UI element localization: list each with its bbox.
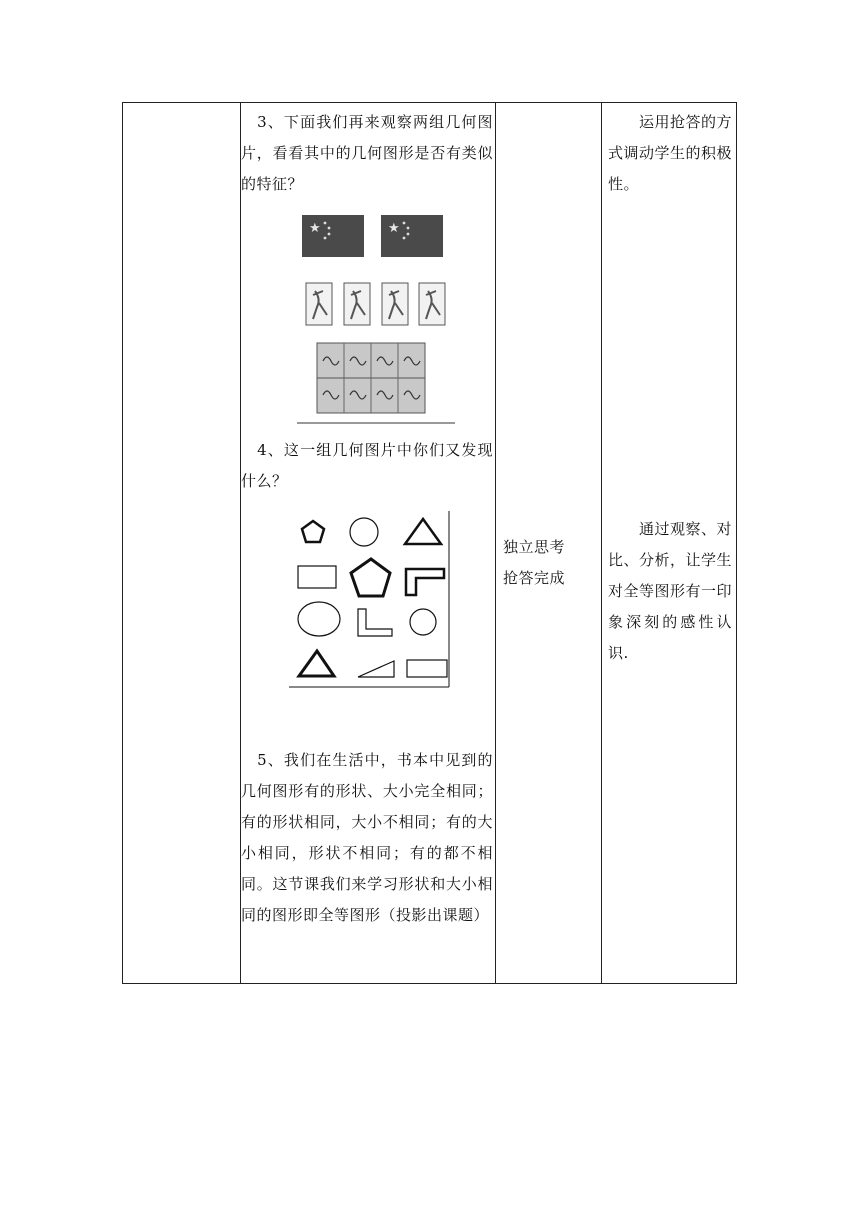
design-intent-note-2: 通过观察、对比、分析，让学生对全等图形有一印象深刻的感性认识. <box>608 520 733 662</box>
flag-picture <box>381 215 443 257</box>
similar-figures-picture <box>297 211 455 424</box>
rectangle-shape <box>298 566 336 588</box>
question-3-text: 3、下面我们再来观察两组几何图片，看看其中的几何图形是否有类似的特征？ <box>241 113 493 193</box>
lesson-table <box>122 102 737 984</box>
triangle-shape <box>299 651 334 676</box>
pentagon-shape <box>302 521 324 542</box>
right-triangle-shape <box>358 661 394 677</box>
column-divider <box>495 103 496 983</box>
stamp-picture <box>306 283 445 325</box>
design-intent-note-1: 运用抢答的方式调动学生的积极性。 <box>608 113 733 193</box>
question-5-text: 5、我们在生活中，书本中见到的几何图形有的形状、大小完全相同；有的形状相同，大小不相同；有的大小相同，形状不相同；有的都不相同。这节课我们来学习形状和大小相同的图形即全等图形（投影出课题） <box>241 751 493 924</box>
circle-shape <box>350 518 378 546</box>
flag-picture <box>302 215 364 257</box>
geometric-shapes-picture <box>289 511 451 689</box>
question-4-text: 4、这一组几何图片中你们又发现什么？ <box>241 441 493 490</box>
student-activity-text <box>503 532 603 594</box>
circle-shape <box>410 609 436 635</box>
pentagon-shape <box>351 559 390 596</box>
activity-line: 抢答完成 <box>503 569 566 587</box>
triangle-shape <box>405 519 441 544</box>
l-shape <box>358 609 392 636</box>
svg-text:★: ★ <box>309 221 321 236</box>
svg-text:★: ★ <box>388 221 400 236</box>
pattern-tile-picture <box>317 343 425 413</box>
activity-line: 独立思考 <box>503 538 566 556</box>
circle-shape <box>298 602 340 636</box>
l-shape <box>406 569 444 595</box>
rectangle-shape <box>407 660 447 677</box>
